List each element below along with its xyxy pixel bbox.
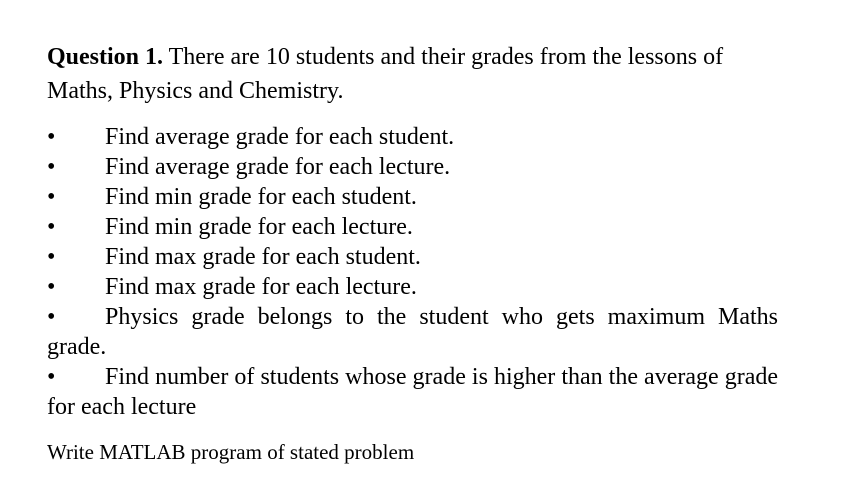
list-item [47,272,778,302]
question-text: There are 10 students and their grades from the lessons of Maths, Physics and Chemistry. [47,44,724,104]
list-item-text: Find number of students whose grade is higher than the average grade for each lecture [47,364,778,420]
list-item [47,242,778,272]
footer-instruction: Write MATLAB program of stated problem [47,440,415,464]
list-item-text: Find min grade for each lecture. [105,214,413,240]
list-item [47,302,778,362]
list-item-text: Find min grade for each student. [105,184,417,210]
list-item-text: Physics grade belongs to the student who gets maximum Maths grade. [47,304,778,360]
bullet-icon: • [47,364,56,390]
bullet-icon: • [47,154,56,180]
list-item-text: Find average grade for each lecture. [105,154,451,180]
bullet-icon: • [47,124,56,150]
bullet-icon: • [47,244,56,270]
list-item [47,152,778,182]
document-page [47,40,778,466]
list-item [47,182,778,212]
bullet-icon: • [47,214,56,240]
bullet-icon: • [47,184,56,210]
bullet-icon: • [47,304,56,330]
list-item [47,122,778,152]
list-item [47,212,778,242]
list-item-text: Find max grade for each student. [105,244,421,270]
list-item-text: Find average grade for each student. [105,124,455,150]
question-label: Question 1. [47,44,164,70]
question-paragraph [47,40,778,108]
list-item-text: Find max grade for each lecture. [105,274,417,300]
list-item [47,362,778,422]
task-list [47,122,778,422]
bullet-icon: • [47,274,56,300]
